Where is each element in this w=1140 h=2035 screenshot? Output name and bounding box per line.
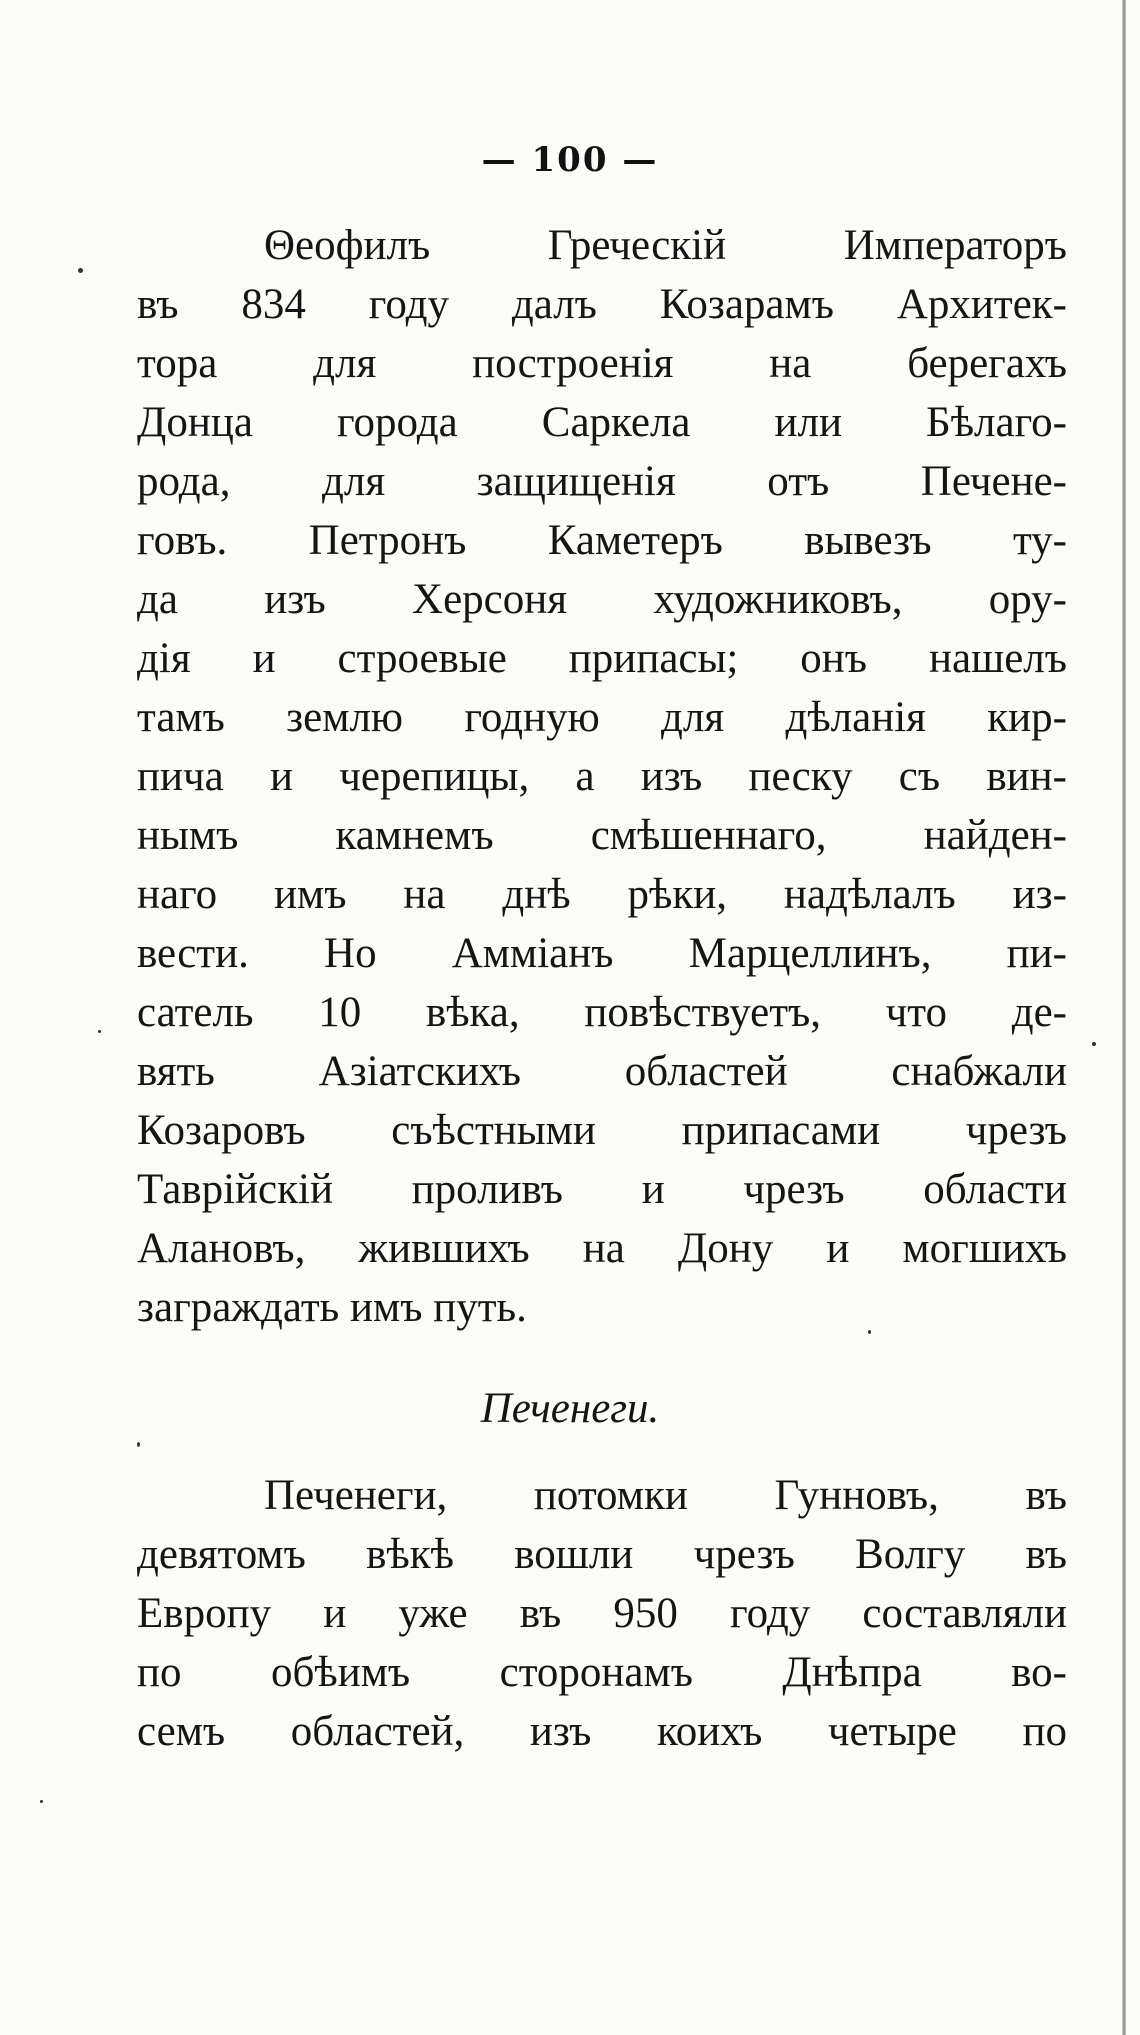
- text-line: наго имъ на днѣ рѣки, надѣлалъ из-: [137, 871, 1067, 918]
- text-line: тора для построенія на берегахъ: [137, 340, 1067, 387]
- text-line: пича и черепицы, а изъ песку съ вин-: [137, 753, 1067, 800]
- text-line: Таврійскій проливъ и чрезъ области: [137, 1166, 1067, 1213]
- text-line: вять Азiатскихъ областей снабжали: [137, 1048, 1067, 1095]
- ink-speck: [1092, 1042, 1096, 1046]
- text-line: тамъ землю годную для дѣланія кир-: [137, 694, 1067, 741]
- text-line: Алановъ, жившихъ на Дону и могшихъ: [137, 1225, 1067, 1272]
- ink-speck: [137, 1442, 140, 1447]
- text-line: девятомъ вѣкѣ вошли чрезъ Волгу въ: [137, 1531, 1067, 1578]
- text-line: заграждать имъ путь.: [137, 1284, 527, 1331]
- text-line: говъ. Петронъ Каметеръ вывезъ ту-: [137, 517, 1067, 564]
- text-line: нымъ камнемъ смѣшеннаго, найден-: [137, 812, 1067, 859]
- text-line: Печенеги, потомки Гунновъ, въ: [264, 1472, 1067, 1519]
- text-line: Европу и уже въ 950 году составляли: [137, 1590, 1067, 1637]
- page-edge: [1122, 0, 1126, 2035]
- paragraph-1: [137, 216, 1067, 1337]
- section-heading: Печенеги.: [480, 1385, 660, 1432]
- ink-speck: [868, 1330, 871, 1334]
- text-line: да изъ Херсоня художниковъ, ору-: [137, 576, 1067, 623]
- text-line: по обѣимъ сторонамъ Днѣпра во-: [137, 1649, 1067, 1696]
- paragraph-2: [137, 1466, 1067, 1761]
- text-line: сатель 10 вѣка, повѣствуетъ, что де-: [137, 989, 1067, 1036]
- text-line: Θеофилъ Греческій Императоръ: [264, 222, 1067, 269]
- ink-speck: [40, 1800, 43, 1803]
- text-line: Донца города Саркела или Бѣлаго-: [137, 399, 1067, 446]
- text-line: Козаровъ съѣстными припасами чрезъ: [137, 1107, 1067, 1154]
- text-line: рода, для защищенія отъ Печене-: [137, 458, 1067, 505]
- ink-speck: [98, 1030, 101, 1033]
- text-line: вести. Но Аммiанъ Марцеллинъ, пи-: [137, 930, 1067, 977]
- text-line: дія и строевые припасы; онъ нашелъ: [137, 635, 1067, 682]
- text-line: семъ областей, изъ коихъ четыре по: [137, 1708, 1067, 1755]
- ink-speck: [78, 268, 83, 273]
- page-number: — 100 —: [481, 140, 659, 180]
- text-line: въ 834 году далъ Козарамъ Архитек-: [137, 281, 1067, 328]
